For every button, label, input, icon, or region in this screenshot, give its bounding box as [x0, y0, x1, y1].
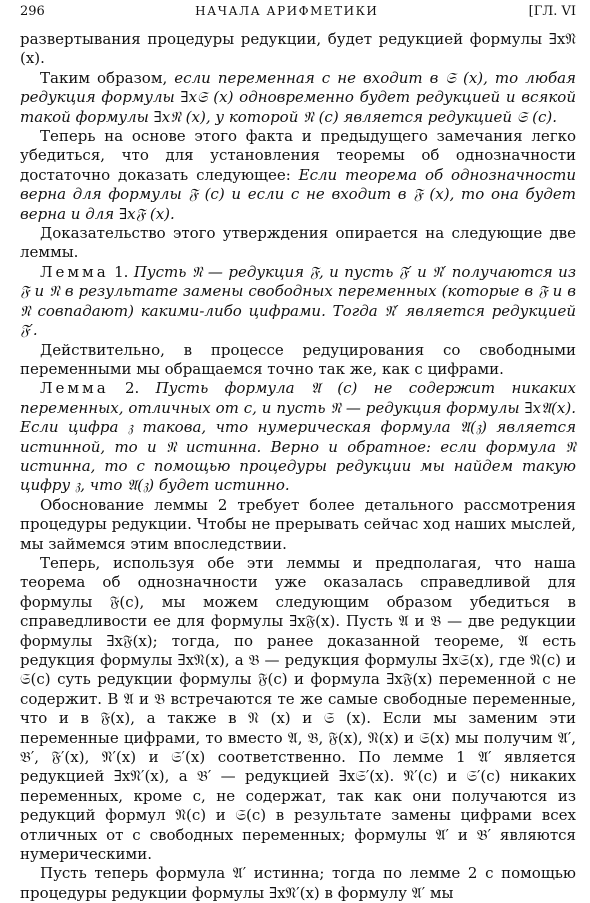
page-number: 296: [20, 4, 45, 19]
paragraph: [20, 30, 576, 69]
paragraph: [20, 127, 576, 224]
italic-text: Пусть формула 𝔄 (c) не содержит никаких переменных, отличных от c, и пусть 𝔑 — редукция формулы ∃x𝔄(x). Если цифра 𝔷 такова, что нумерическая формула 𝔄(𝔷) является истинной, то и 𝔑 истинна. Верно и обратное: если формула 𝔑 истинна, то с помощью процедуры редукции мы найдем такую цифру 𝔷, что 𝔄(𝔷) будет истинно.: [20, 379, 576, 495]
text-run: развертывания процедуры редукции, будет редукцией формулы ∃x𝔑 (x).: [20, 30, 576, 68]
paragraph: [20, 496, 576, 554]
paragraph: [20, 224, 576, 263]
paragraph: [20, 554, 576, 865]
text-run: Обоснование леммы 2 требует более детального рассмотрения процедуры редукции. Чтобы не прерывать сейчас ход наших мыслей, мы займемся этим впоследствии.: [20, 495, 576, 553]
text-run: Теперь на основе этого факта и предыдущего замечания легко убедиться, что для установления теоремы об однозначности достаточно доказать следующее:: [20, 127, 576, 184]
italic-text: Если теорема об однозначности верна для формулы 𝔉 (c) и если c не входит в 𝔉 (x), то она будет верна и для ∃x𝔉 (x).: [20, 165, 576, 223]
text-run: 1.: [108, 262, 134, 281]
paragraph: [20, 341, 576, 380]
chapter-marker: [ГЛ. VI: [528, 4, 576, 19]
text-run: Доказательство этого утверждения опирается на следующие две леммы.: [20, 224, 576, 262]
text-run: Теперь, используя обе эти леммы и предполагая, что наша теорема об однозначности уже оказалась справедливой для формулы 𝔉(c), мы можем следующим образом убедиться в справедливости ее для формулы ∃x𝔉(x). Пусть 𝔄 и 𝔅 — две редукции формулы ∃x𝔉(x); тогда, по ранее доказанной теореме, 𝔄 есть редукция формулы ∃x𝔑(x), а 𝔅 — редукция формулы ∃x𝔖(x), где 𝔑(c) и 𝔖(c) суть редукции формулы 𝔉(c) и формула ∃x𝔉(x) переменной c не содержит. В 𝔄 и 𝔅 встречаются те же самые свободные переменные, что и в 𝔉(x), а также в 𝔑 (x) и 𝔖 (x). Если мы заменим эти переменные цифрами, то вместо 𝔄, 𝔅, 𝔉(x), 𝔑(x) и 𝔖(x) мы получим 𝔄′, 𝔅′, 𝔉′(x), 𝔑′(x) и 𝔖′(x) соответственно. По лемме 1 𝔄′ является редукцией ∃x𝔑′(x), а 𝔅′ — редукцией ∃x𝔖′(x). 𝔑′(c) и 𝔖′(c) никаких переменных, кроме c, не содержат, так как они получаются из редукций формул 𝔑(c) и 𝔖(c) в результате замены цифрами всех отличных от c свободных переменных; формулы 𝔄′ и 𝔅′ являются нумерическими.: [20, 553, 576, 864]
italic-text: Пусть 𝔑 — редукция 𝔉, и пусть 𝔉′ и 𝔑′ получаются из 𝔉 и 𝔑 в результате замены свободных переменных (которые в 𝔉 и в 𝔑 совпадают) какими-либо цифрами. Тогда 𝔑′ является редукцией 𝔉′.: [20, 262, 576, 340]
lemma-heading: Лемма: [40, 262, 109, 281]
body-text: [20, 30, 576, 903]
lemma-heading: Лемма: [40, 379, 109, 398]
paragraph: [20, 864, 576, 903]
running-header: [20, 4, 576, 30]
text-run: Пусть теперь формула 𝔄′ истинна; тогда по лемме 2 с помощью процедуры редукции формулы ∃x𝔑′(x) в формулу 𝔄′ мы: [20, 864, 576, 902]
text-run: Действительно, в процессе редуцирования со свободными переменными мы обращаемся точно так же, как с цифрами.: [20, 340, 576, 378]
running-title: НАЧАЛА АРИФМЕТИКИ: [195, 4, 379, 18]
paragraph: [20, 69, 576, 127]
text-run: 2.: [108, 379, 156, 398]
paragraph: [20, 263, 576, 341]
text-run: Таким образом,: [40, 68, 175, 87]
italic-text: если переменная c не входит в 𝔖 (x), то любая редукция формулы ∃x𝔖 (x) одновременно будет редукцией и всякой такой формулы ∃x𝔑 (x), у которой 𝔑 (c) является редукцией 𝔖 (c).: [20, 68, 576, 126]
paragraph: [20, 379, 576, 495]
